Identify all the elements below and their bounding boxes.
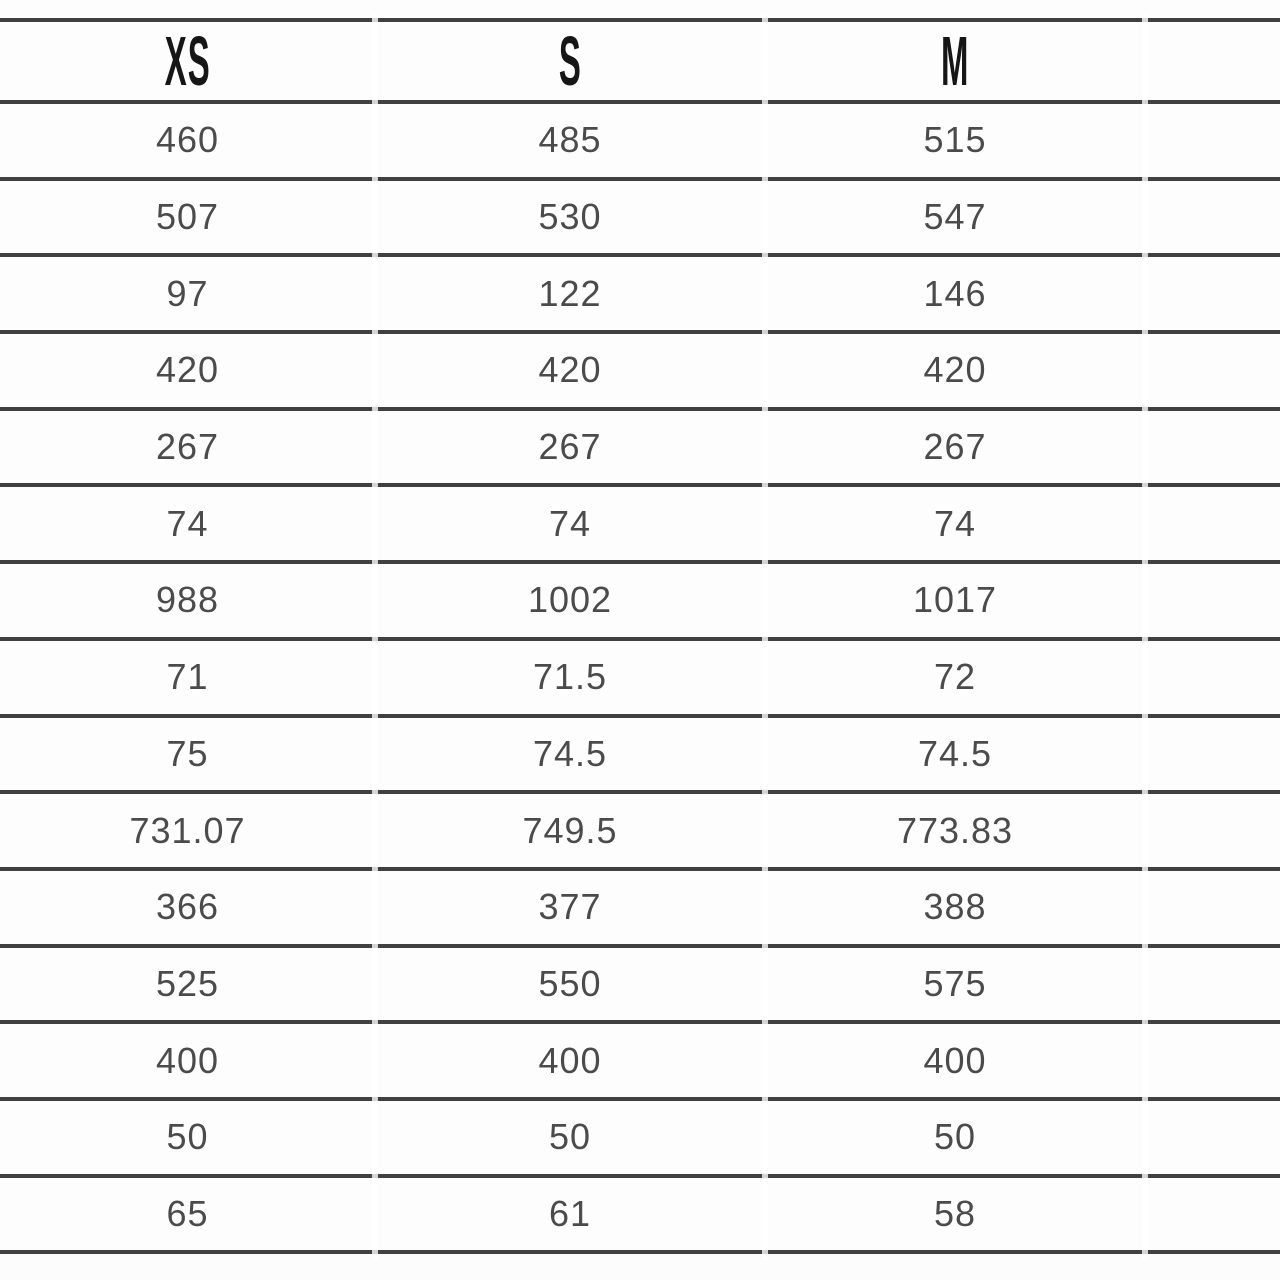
table-row xyxy=(0,485,1280,562)
column-header-empty xyxy=(1145,20,1280,102)
size-chart-body xyxy=(0,102,1280,1252)
table-cell: 366 xyxy=(155,886,220,928)
empty-cell xyxy=(1145,179,1280,256)
table-cell: 267 xyxy=(538,426,602,468)
empty-cell xyxy=(1145,409,1280,486)
table-cell: 1017 xyxy=(912,579,998,621)
table-cell: 71.5 xyxy=(532,656,608,698)
table-cell: 507 xyxy=(155,196,220,238)
table-cell: 74 xyxy=(166,502,209,544)
table-cell: 575 xyxy=(923,962,987,1004)
table-row xyxy=(0,562,1280,639)
table-row xyxy=(0,639,1280,716)
table-cell: 731.07 xyxy=(129,809,246,851)
table-cell: 75 xyxy=(166,732,209,774)
table-cell: 74 xyxy=(548,502,592,544)
table-row xyxy=(0,946,1280,1023)
table-cell: 550 xyxy=(538,962,602,1004)
table-cell: 547 xyxy=(923,196,987,238)
empty-cell xyxy=(1145,946,1280,1023)
table-cell: 460 xyxy=(155,119,220,161)
table-cell: 420 xyxy=(538,349,602,391)
table-row xyxy=(0,792,1280,869)
empty-cell xyxy=(1145,792,1280,869)
size-chart-header xyxy=(0,20,1280,102)
table-row xyxy=(0,409,1280,486)
cropped-row-strip xyxy=(0,0,1280,18)
empty-cell xyxy=(1145,1099,1280,1176)
table-cell: 400 xyxy=(923,1039,987,1081)
table-row xyxy=(0,255,1280,332)
empty-cell xyxy=(1145,716,1280,793)
empty-cell xyxy=(1145,1022,1280,1099)
table-cell: 58 xyxy=(933,1192,977,1234)
empty-cell xyxy=(1145,255,1280,332)
table-row xyxy=(0,179,1280,256)
column-header-label: XS xyxy=(164,22,211,100)
empty-cell xyxy=(1145,1176,1280,1253)
table-cell: 388 xyxy=(923,886,987,928)
table-cell: 515 xyxy=(923,119,987,161)
table-cell: 420 xyxy=(155,349,220,391)
table-cell: 74.5 xyxy=(532,732,608,774)
table-cell: 50 xyxy=(548,1116,592,1158)
table-cell: 1002 xyxy=(527,579,613,621)
table-cell: 400 xyxy=(155,1039,220,1081)
size-chart-table xyxy=(0,18,1280,1254)
empty-cell xyxy=(1145,102,1280,179)
table-cell: 71 xyxy=(166,656,209,698)
table-cell: 525 xyxy=(155,962,220,1004)
table-cell: 485 xyxy=(538,119,602,161)
empty-cell xyxy=(1145,485,1280,562)
empty-cell xyxy=(1145,562,1280,639)
table-cell: 773.83 xyxy=(896,809,1014,851)
header-row xyxy=(0,20,1280,102)
column-header-m xyxy=(765,20,1145,102)
table-cell: 74 xyxy=(933,502,977,544)
table-cell: 377 xyxy=(538,886,602,928)
table-row xyxy=(0,1022,1280,1099)
table-cell: 749.5 xyxy=(522,809,618,851)
table-row xyxy=(0,869,1280,946)
table-cell: 267 xyxy=(923,426,987,468)
table-cell: 400 xyxy=(538,1039,602,1081)
table-row xyxy=(0,332,1280,409)
table-cell: 50 xyxy=(166,1116,209,1158)
table-cell: 530 xyxy=(538,196,602,238)
table-cell: 50 xyxy=(933,1116,977,1158)
table-cell: 65 xyxy=(166,1192,209,1234)
table-row xyxy=(0,1176,1280,1253)
table-row xyxy=(0,716,1280,793)
table-cell: 122 xyxy=(538,272,602,314)
table-cell: 146 xyxy=(923,272,987,314)
table-cell: 988 xyxy=(155,579,220,621)
table-cell: 61 xyxy=(548,1192,592,1234)
table-row xyxy=(0,1099,1280,1176)
column-header-s xyxy=(375,20,765,102)
table-row xyxy=(0,102,1280,179)
column-header-label: S xyxy=(558,22,582,100)
table-cell: 97 xyxy=(166,272,209,314)
empty-cell xyxy=(1145,639,1280,716)
empty-cell xyxy=(1145,869,1280,946)
table-cell: 72 xyxy=(933,656,977,698)
column-header-label: M xyxy=(940,22,970,100)
table-cell: 267 xyxy=(155,426,220,468)
column-header-xs xyxy=(0,20,375,102)
empty-cell xyxy=(1145,332,1280,409)
table-cell: 420 xyxy=(923,349,987,391)
table-cell: 74.5 xyxy=(917,732,993,774)
